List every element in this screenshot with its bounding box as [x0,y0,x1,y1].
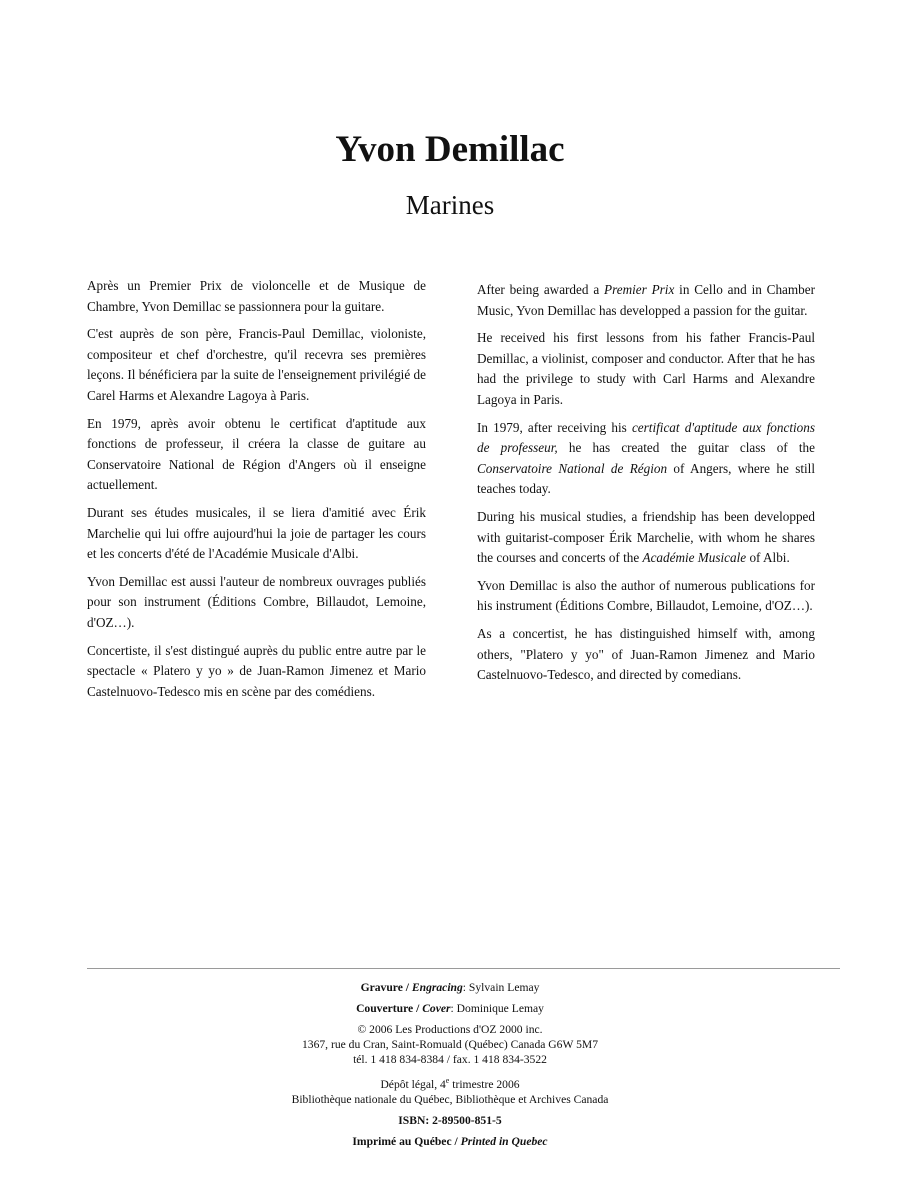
legal-deposit [0,1073,900,1092]
engraving-credit [0,980,900,995]
credits-divider [87,968,840,969]
en-paragraph-6: As a concertist, he has distinguished himself with, among others, "Platero y yo" of Juan-Ramon Jimenez and Mario Castelnuovo-Tedesco, and directed by comedians. [477,625,815,683]
en-p3-italic-1: certificat d'aptitude aux fonctions de professeur, [477,419,815,456]
cover-name: : Dominique Lemay [450,1002,544,1015]
en-p3-text-a: In 1979, after receiving his [477,419,632,435]
engraving-slash: / [402,981,412,994]
copyright-line: © 2006 Les Productions d'OZ 2000 inc. [357,1023,543,1036]
en-paragraph-1 [477,280,815,321]
en-p1-text-a: After being awarded a [477,282,605,297]
page-subtitle: Marines [405,190,495,220]
fr-paragraph-4: Durant ses études musicales, il se liera d'amitié avec Érik Marchelie qui lui offre aujourd'hui la joie de partager les cours et les concerts d'été de l'Académie Musicale d'Albi. [87,504,426,562]
engraving-name: : Sylvain Lemay [462,981,540,994]
en-p4-text-b: of Albi. [746,550,790,566]
en-p3-text-c: of Angers, where he still teaches today. [477,460,815,497]
cover-credit [0,1001,900,1016]
isbn: ISBN: 2-89500-851-5 [398,1113,502,1127]
fr-paragraph-3: En 1979, après avoir obtenu le certificat d'aptitude aux fonctions de professeur, il créera la classe de guitare au Conservatoire National de Région d'Angers où il enseigne actuellement. [87,415,426,493]
colophon [0,980,900,1149]
engraving-label-fr: Gravure [360,981,403,994]
english-biography-column [477,280,815,693]
en-p4-text-a: During his musical studies, a friendship has been developped with guitarist-composer Érik Marchelie, with whom he shares the courses and concerts of the [477,508,815,566]
fr-paragraph-6: Concertiste, il s'est distingué auprès du public entre autre par le spectacle « Platero y yo » de Juan-Ramon Jimenez et Mario Castelnuovo-Tedesco mis en scène par des comédiens. [87,642,426,699]
en-paragraph-4 [477,507,815,569]
printed-en: Printed in Quebec [460,1134,548,1148]
en-paragraph-5: Yvon Demillac is also the author of numerous publications for his instrument (Éditions Combre, Billaudot, Lemoine, d'OZ…). [477,577,815,614]
en-p1-italic: Premier Prix [604,282,675,297]
printed-fr: Imprimé au Québec [352,1134,452,1148]
en-p3-text-b: he has created the guitar class of the [557,440,815,456]
legal-deposit-sup: e [445,1076,450,1085]
en-paragraph-2: He received his first lessons from his father Francis-Paul Demillac, a violinist, composer and conductor. After that he has had the privilege to study with Carl Harms and Alexandre Lagoya in Paris. [477,330,815,407]
page-title: Yvon Demillac [335,129,565,170]
legal-deposit-b: trimestre 2006 [449,1077,520,1091]
en-p4-italic: Académie Musicale [642,550,747,566]
publisher-phone: tél. 1 418 834-8384 / fax. 1 418 834-3522 [353,1053,547,1066]
french-biography-column [87,276,426,709]
en-p3-italic-2: Conservatoire National de Région [477,460,668,476]
isbn-line [0,1113,900,1128]
en-p1-text-b: in Cello and in Chamber Music, Yvon Demillac has developped a passion for the guitar. [477,282,816,318]
publisher-address: 1367, rue du Cran, Saint-Romuald (Québec) Canada G6W 5M7 [301,1038,598,1051]
cover-label-en: Cover [422,1002,451,1015]
legal-deposit-a: Dépôt légal, 4 [380,1077,446,1091]
library-line: Bibliothèque nationale du Québec, Bibliothèque et Archives Canada [291,1092,609,1106]
fr-paragraph-1: Après un Premier Prix de violoncelle et de Musique de Chambre, Yvon Demillac se passionnera pour la guitare. [87,278,426,314]
engraving-label-en: Engracing [411,981,463,994]
printed-in [0,1134,900,1149]
cover-slash: / [413,1002,423,1015]
fr-paragraph-2: C'est auprès de son père, Francis-Paul Demillac, violoniste, compositeur et chef d'orchestre, qu'il recevra ses premières leçons. Il bénéficiera par la suite de l'enseignement privilégié de Carel Harms et Alexandre Lagoya à Paris. [87,326,426,403]
en-paragraph-3 [477,418,815,500]
cover-label-fr: Couverture [356,1002,414,1015]
fr-paragraph-5: Yvon Demillac est aussi l'auteur de nombreux ouvrages publiés pour son instrument (Éditions Combre, Billaudot, Lemoine, d'OZ…). [87,573,426,630]
printed-slash: / [451,1134,461,1148]
